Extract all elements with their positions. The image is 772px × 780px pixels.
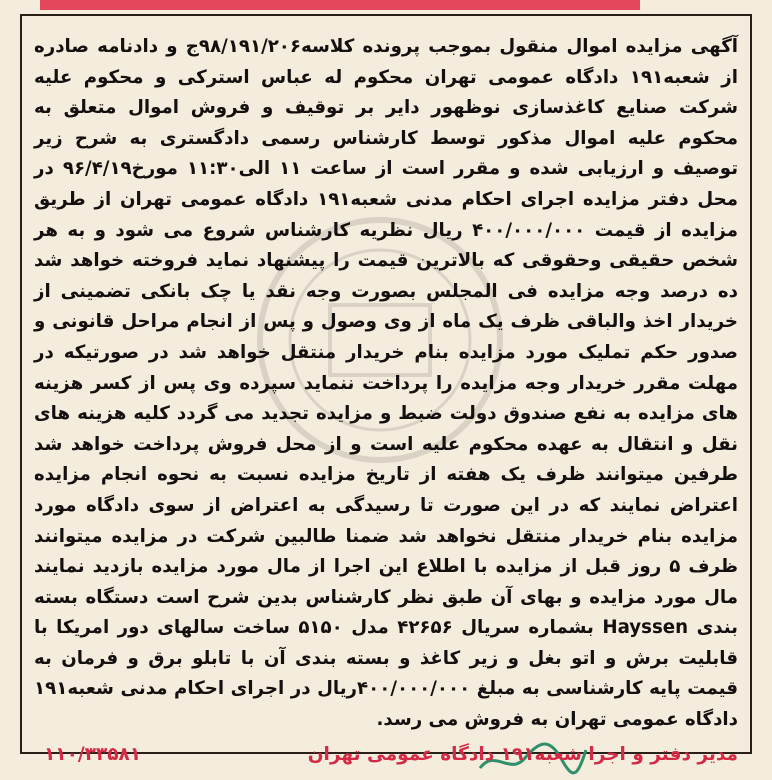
signer-line: مدیر دفتر و اجرا شعبه۱۹۱ دادگاه عمومی تهران (307, 744, 738, 765)
notice-body: آگهی مزایده اموال منقول بموجب پرونده کلاسه۹۸/۱۹۱/۲۰۶ج و دادنامه صادره از شعبه۱۹۱ دادگاه عمومی تهران محکوم له عباس استرکی و محکوم علیه شرکت صنایع کاغذسازی نوظهور دایر بر توقیف و فروش اموال متعلق به محکوم علیه اموال مذکور توسط کارشناس رسمی دادگستری به شرح زیر توصیف و ارزیابی شده و مقرر است از ساعت ۱۱ الی۱۱:۳۰ مورخ۹۶/۴/۱۹ در محل دفتر مزایده اجرای احکام مدنی شعبه۱۹۱ دادگاه عمومی تهران از طریق مزایده از قیمت ۴۰۰/۰۰۰/۰۰۰ ریال نظریه کارشناس شروع می شود و به هر شخص حقیقی وحقوقی که بالاترین قیمت را پیشنهاد نماید فروخته خواهد شد ده درصد وجه مزایده فی المجلس بصورت وجه نقد یا چک بانکی تضمینی از خریدار اخذ والباقی ظرف یک ماه از وی وصول و پس از انجام مراحل قانونی و صدور حکم تملیک مورد مزایده بنام خریدار منتقل خواهد شد در صورتیکه در مهلت مقرر خریدار وجه مزایده را پرداخت ننماید سپرده وی پس از کسر هزینه های مزایده به نفع صندوق دولت ضبط و مزایده تجدید می گردد کلیه هزینه های نقل و انتقال به عهده محکوم علیه است و از محل فروش پرداخت خواهد شد طرفین میتوانند ظرف یک هفته از تاریخ مزایده نسبت به نحوه انجام مزایده اعتراض نمایند که در این صورت تا رسیدگی به اعتراض از سوی دادگاه مورد مزایده بنام خریدار منتقل نخواهد شد ضمنا طالبین شرکت در مزایده میتوانند ظرف ۵ روز قبل از مزایده با اطلاع این اجرا از مال مورد مزایده بازدید نمایند مال مورد مزایده و بهای آن طبق نظر کارشناس بدین شرح است دستگاه بسته بندی Hayssen بشماره سریال ۴۲۶۵۶ مدل ۵۱۵۰ ساخت سالهای دور امریکا با قابلیت برش و اتو بغل و زیر کاغذ و بسته بندی آن با تابلو برق و فرمان به قیمت پایه کارشناسی به مبلغ ۴۰۰/۰۰۰/۰۰۰ریال در اجرای احکام مدنی شعبه۱۹۱ دادگاه عمومی تهران به فروش می رسد. (34, 36, 739, 731)
notice-footer (34, 740, 738, 776)
red-header-strip (40, 0, 640, 10)
notice-number: ۱۱۰/۳۳۵۸۱ (44, 744, 142, 765)
